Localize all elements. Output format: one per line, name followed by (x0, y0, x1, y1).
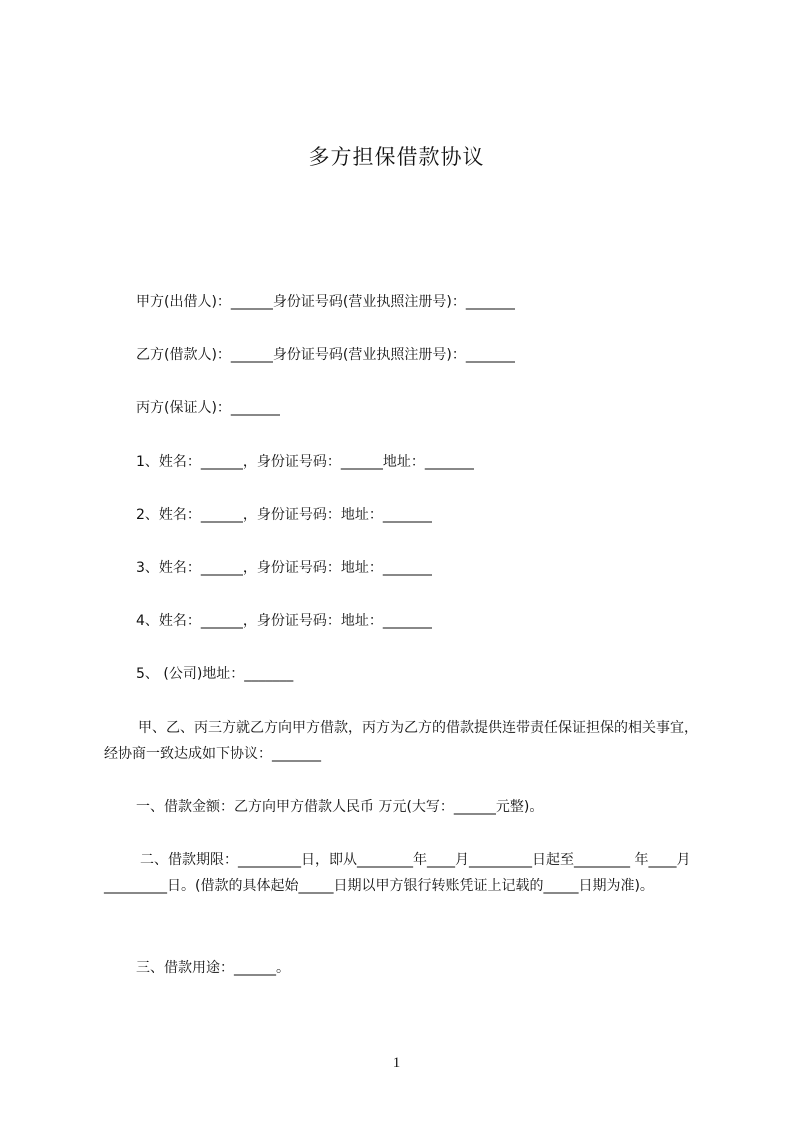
document-title: 多方担保借款协议 (308, 145, 485, 169)
page-number: 1 (392, 1055, 401, 1071)
clause-loan-amount: 一、借款金额：乙方向甲方借款人民币 万元(大写：______元整)。 (136, 799, 544, 815)
clause-loan-term: 二、借款期限：_________日，即从________年____月_________日起至________ 年____月_________日。(借款的具体起始_____日期以甲方银行转账凭证上记载的_____日期为准)。 (104, 852, 691, 894)
guarantor-1-line: 1、姓名：______，身份证号码：______地址：_______ (136, 454, 474, 470)
guarantor-3-line: 3、姓名：______，身份证号码：地址：_______ (136, 560, 432, 576)
party-b-line: 乙方(借款人)：______身份证号码(营业执照注册号)：_______ (136, 347, 515, 363)
guarantor-2-line: 2、姓名：______，身份证号码：地址：_______ (136, 507, 432, 523)
agreement-intro-paragraph: 甲、乙、丙三方就乙方向甲方借款，丙方为乙方的借款提供连带责任保证担保的相关事宜，经协商一致达成如下协议：_______ (104, 720, 698, 762)
clause-loan-purpose: 三、借款用途：______。 (136, 960, 290, 976)
guarantor-4-line: 4、姓名：______，身份证号码：地址：_______ (136, 613, 432, 629)
party-a-line: 甲方(出借人)：______身份证号码(营业执照注册号)：_______ (136, 294, 515, 310)
guarantor-5-line: 5、 (公司)地址：_______ (136, 666, 294, 682)
party-c-line: 丙方(保证人)：_______ (136, 400, 280, 416)
